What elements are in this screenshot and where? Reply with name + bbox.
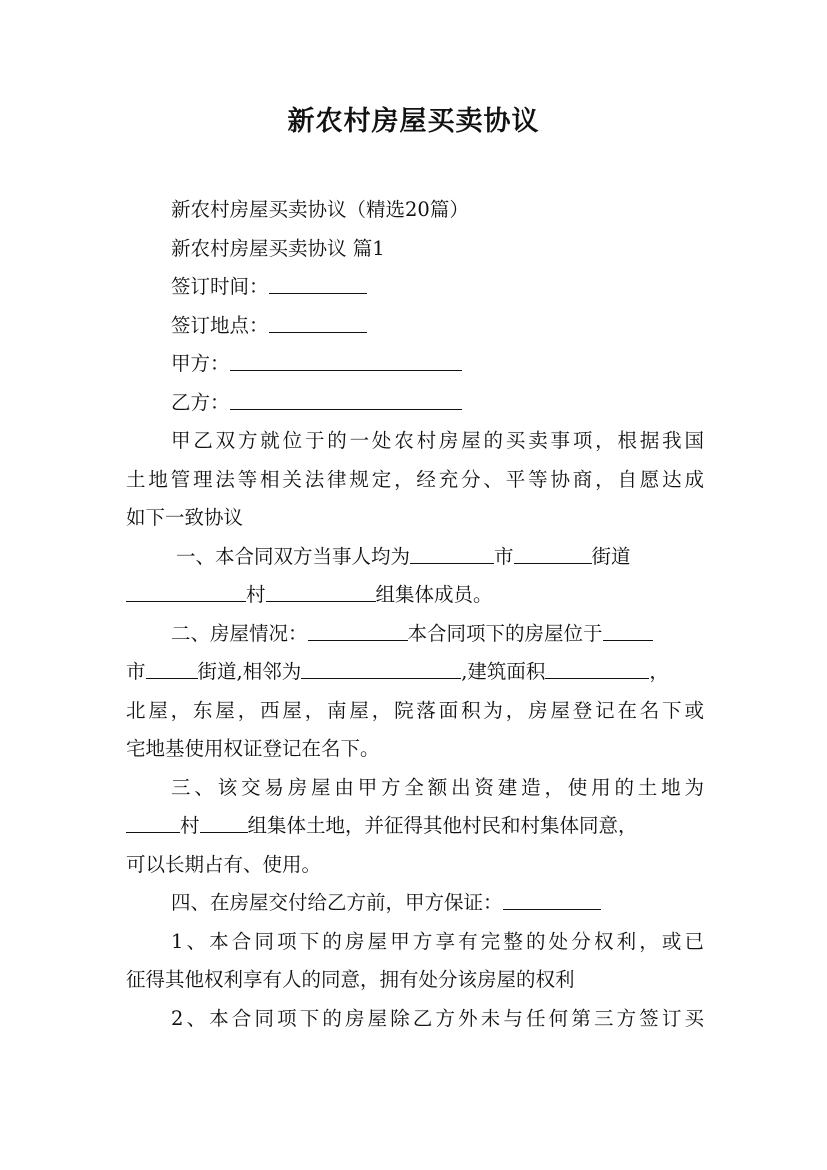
intro-line-1: 甲乙双方就位于的一处农村房屋的买卖事项，根据我国 [171, 429, 704, 452]
land-group-blank[interactable] [200, 813, 248, 833]
party-b-blank[interactable] [230, 390, 462, 410]
area-blank[interactable] [545, 659, 649, 679]
clause-1-line-1: 一、本合同双方当事人均为 市 街道 [176, 544, 631, 568]
party-a-line: 甲方： [126, 345, 704, 384]
document-body [126, 191, 704, 1038]
document-subtitle: 新农村房屋买卖协议（精选20篇） [171, 198, 469, 221]
intro-line-2: 土地管理法等相关法律规定，经充分、平等协商，自愿达成 [126, 467, 704, 491]
neighbor-blank[interactable] [301, 659, 461, 679]
house-info-blank[interactable] [308, 621, 408, 641]
city-blank[interactable] [410, 544, 494, 564]
clause-3-line-3: 可以长期占有、使用。 [126, 852, 322, 876]
clause-2-line-2: 市 街道,相邻为 ,建筑面积 ， [126, 660, 669, 683]
land-village-blank[interactable] [126, 813, 180, 833]
village-blank[interactable] [126, 582, 246, 602]
house-street-blank[interactable] [146, 659, 198, 679]
clause-1-line-2: 村 组集体成员。 [126, 576, 704, 615]
intro-line-3: 如下一致协议 [126, 506, 244, 529]
clause-4-line-1: 四、在房屋交付给乙方前，甲方保证： [126, 884, 704, 923]
house-city-blank[interactable] [603, 621, 653, 641]
item-1-line-1: 1、本合同项下的房屋甲方享有完整的处分权利，或已 [171, 929, 704, 953]
clause-2-line-1: 二、房屋情况： 本合同项下的房屋位于 [126, 615, 704, 654]
sign-place-line: 签订地点： [126, 307, 704, 346]
party-b-line: 乙方： [126, 384, 704, 423]
document-title: 新农村房屋买卖协议 [287, 106, 540, 137]
chapter-heading: 新农村房屋买卖协议 篇1 [171, 236, 385, 260]
item-1-line-2: 征得其他权利享有人的同意，拥有处分该房屋的权利 [126, 968, 575, 991]
sign-place-blank[interactable] [269, 313, 367, 333]
guarantee-blank[interactable] [503, 890, 601, 910]
group-blank[interactable] [266, 582, 376, 602]
street-blank[interactable] [514, 544, 592, 564]
clause-3-line-1: 三、该交易房屋由甲方全额出资建造，使用的土地为 [171, 775, 704, 799]
item-2-line-1: 2、本合同项下的房屋除乙方外未与任何第三方签订买 [171, 1006, 704, 1030]
clause-2-line-4: 宅地基使用权证登记在名下。 [126, 737, 380, 760]
sign-time-blank[interactable] [269, 274, 367, 294]
clause-2-line-3: 北屋，东屋，西屋，南屋，院落面积为，房屋登记在名下或 [126, 698, 704, 722]
sign-time-line: 签订时间： [126, 268, 704, 307]
clause-3-line-2: 村 组集体土地，并征得其他村民和村集体同意， [126, 807, 704, 846]
party-a-blank[interactable] [230, 351, 462, 371]
